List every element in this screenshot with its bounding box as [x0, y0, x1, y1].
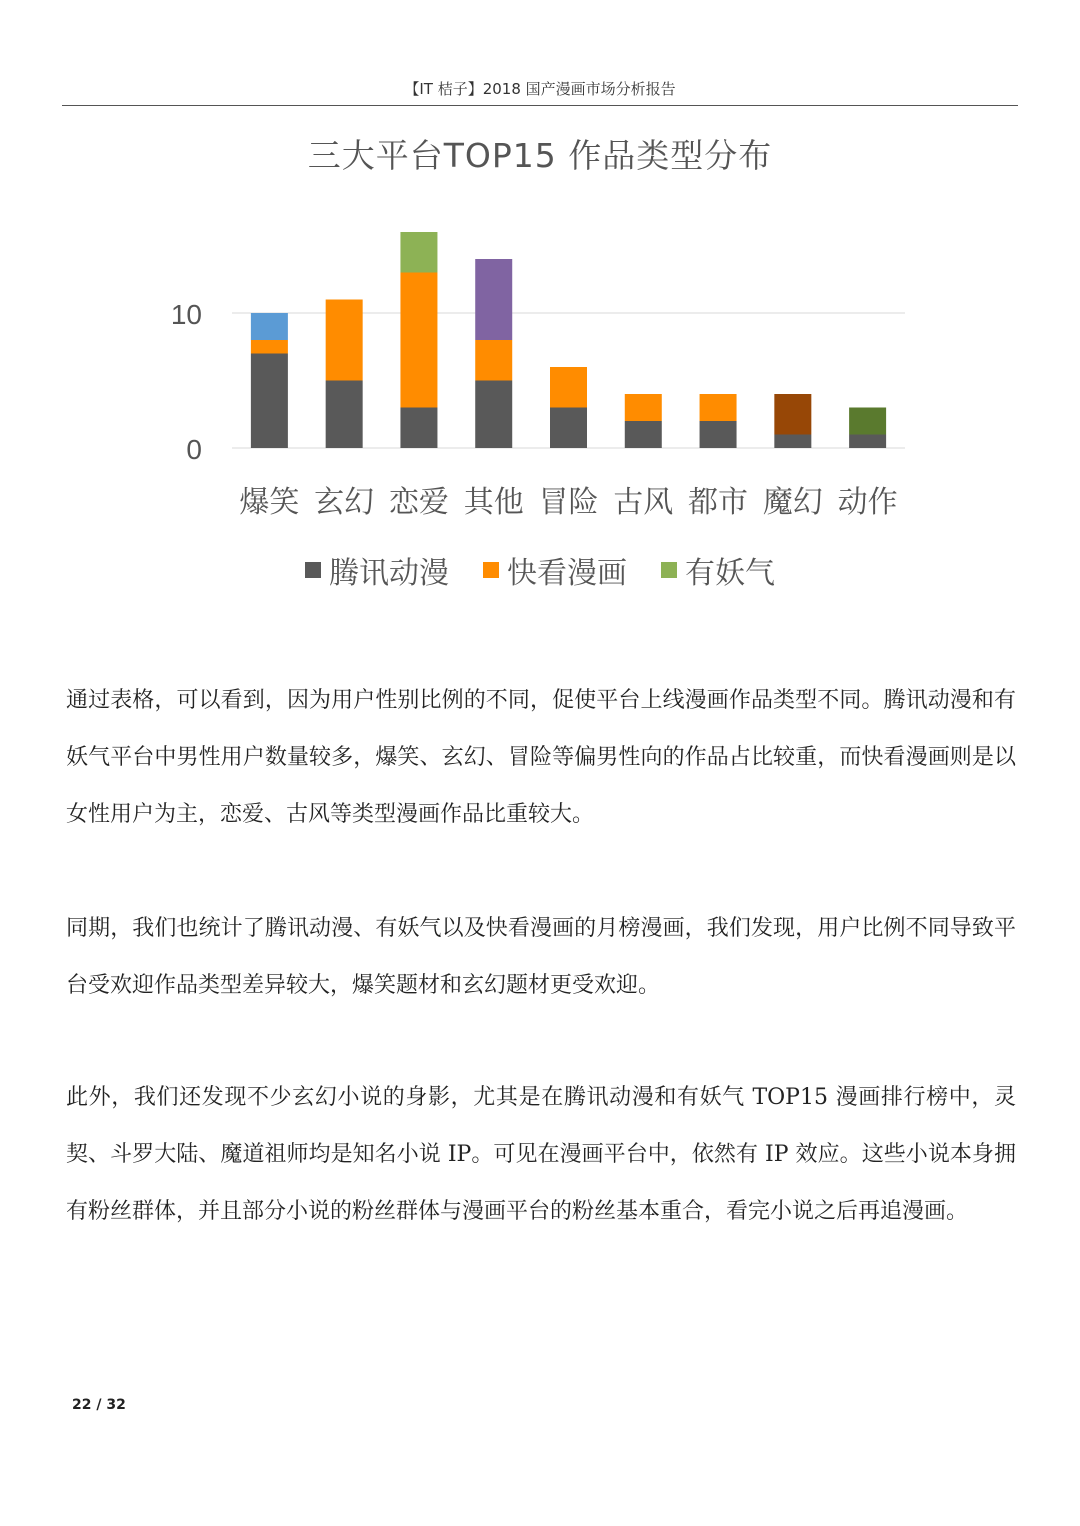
x-tick-label: 动作 [837, 485, 898, 520]
bar-segment [550, 367, 587, 408]
bar-segment [400, 273, 437, 408]
x-tick-label: 其他 [463, 485, 524, 520]
y-tick-label: 10 [170, 299, 202, 330]
bar-segment [251, 340, 288, 354]
y-tick-label: 0 [186, 434, 202, 465]
x-tick-label: 魔幻 [762, 485, 823, 520]
bar-segment [849, 408, 886, 435]
legend-label: 腾讯动漫 [329, 556, 449, 591]
bar-segment [326, 381, 363, 449]
legend-item [661, 548, 775, 592]
chart-legend [0, 548, 1080, 592]
x-tick-label: 玄幻 [314, 485, 375, 520]
stacked-bar-chart [150, 200, 930, 530]
body-paragraph: 此外，我们还发现不少玄幻小说的身影，尤其是在腾讯动漫和有妖气 TOP15 漫画排行榜中，灵契、斗罗大陆、魔道祖师均是知名小说 IP。可见在漫画平台中，依然有 IP 效应。这些小说本身拥有粉丝群体，并且部分小说的粉丝群体与漫画平台的粉丝基本重合，看完小说之后再追漫画。 [66, 1085, 1016, 1224]
bar-segment [475, 259, 512, 340]
bar-segment [700, 421, 737, 448]
bar-segment [400, 232, 437, 273]
bar-segment [251, 313, 288, 340]
header-divider [62, 105, 1018, 106]
x-tick-label: 古风 [613, 485, 674, 520]
body-paragraph: 同期，我们也统计了腾讯动漫、有妖气以及快看漫画的月榜漫画，我们发现，用户比例不同导致平台受欢迎作品类型差异较大，爆笑题材和玄幻题材更受欢迎。 [66, 916, 1016, 998]
legend-label: 快看漫画 [507, 556, 627, 591]
bar-segment [700, 394, 737, 421]
page-number: 22 / 32 [72, 1397, 126, 1413]
legend-swatch [305, 562, 321, 578]
page-header: 【IT 桔子】2018 国产漫画市场分析报告 [404, 80, 676, 98]
legend-label: 有妖气 [685, 556, 775, 591]
legend-item [483, 548, 627, 592]
bar-segment [475, 340, 512, 381]
x-tick-label: 都市 [688, 485, 749, 520]
bar-segment [774, 435, 811, 449]
legend-item [305, 548, 449, 592]
x-tick-label: 爆笑 [239, 485, 300, 520]
legend-swatch [661, 562, 677, 578]
bar-segment [625, 421, 662, 448]
chart-title: 三大平台TOP15 作品类型分布 [307, 136, 773, 175]
bar-segment [625, 394, 662, 421]
bar-segment [251, 354, 288, 449]
bar-segment [774, 394, 811, 435]
bar-segment [475, 381, 512, 449]
x-tick-label: 恋爱 [388, 485, 449, 520]
bar-segment [849, 435, 886, 449]
bar-segment [326, 300, 363, 381]
bar-segment [400, 408, 437, 449]
legend-swatch [483, 562, 499, 578]
x-tick-label: 冒险 [538, 485, 599, 520]
bar-segment [550, 408, 587, 449]
body-paragraph: 通过表格，可以看到，因为用户性别比例的不同，促使平台上线漫画作品类型不同。腾讯动漫和有妖气平台中男性用户数量较多，爆笑、玄幻、冒险等偏男性向的作品占比较重，而快看漫画则是以女性用户为主，恋爱、古风等类型漫画作品比重较大。 [66, 688, 1016, 827]
